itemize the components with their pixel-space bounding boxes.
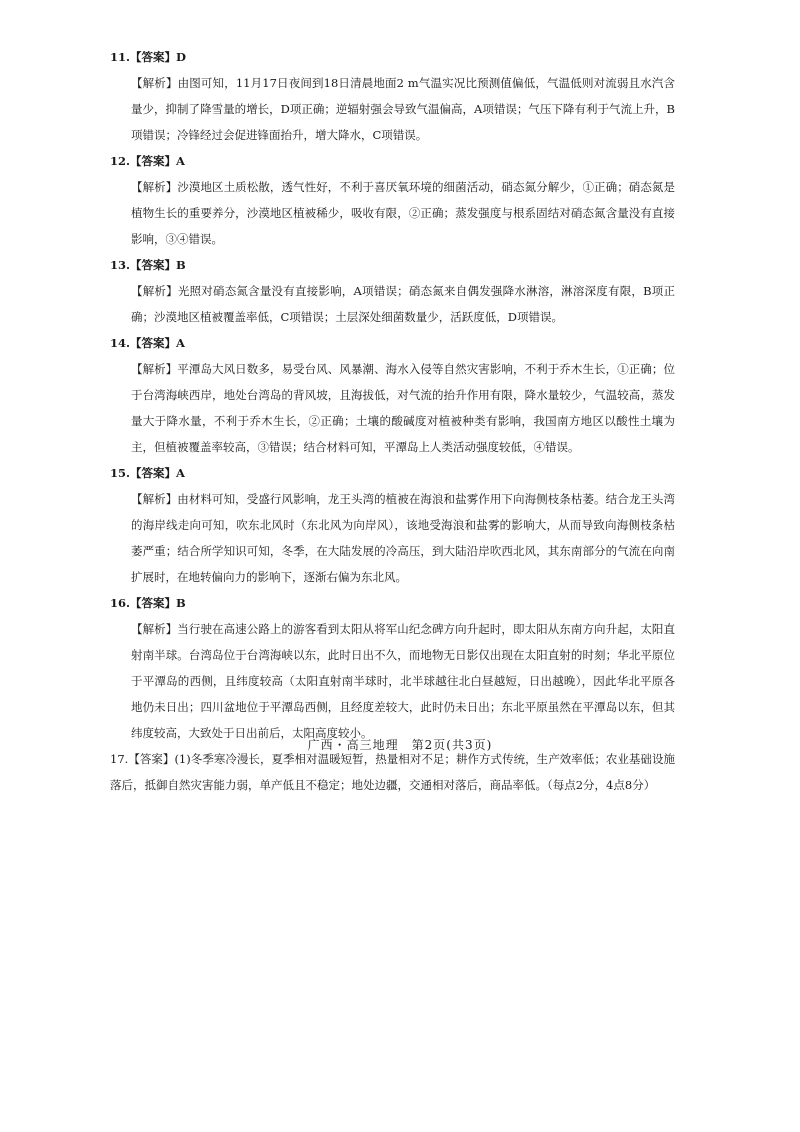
explanation-13: 【解析】光照对硝态氮含量没有直接影响，A项错误；硝态氮来自偶发强降水淋溶，淋溶深度有限，B项正确；沙漠地区植被覆盖率低，C项错误；土层深处细菌数量少，活跃度低，D项错误。 xyxy=(131,284,675,324)
explanation-15: 【解析】由材料可知，受盛行风影响，龙王头湾的植被在海浪和盐雾作用下向海侧枝条枯萎。结合龙王头湾的海岸线走向可知，吹东北风时（东北风为向岸风），该地受海浪和盐雾的影响大，从而导致向海侧枝条枯萎严重；结合所学知识可知，冬季，在大陆发展的冷高压，到大陆沿岸吹西北风，其东南部分的气流在向南扩展时，在地转偏向力的影响下，逐渐右偏为东北风。 xyxy=(131,492,675,584)
answer-15: 15.【答案】A xyxy=(110,466,185,480)
answer-12: 12.【答案】A xyxy=(110,154,185,168)
answer-13: 13.【答案】B xyxy=(110,258,186,272)
answer-content xyxy=(110,44,675,798)
page-footer: 广西・高三地理 第2页(共3页) xyxy=(307,738,493,752)
answer-14: 14.【答案】A xyxy=(110,336,185,350)
explanation-11: 【解析】由图可知，11月17日夜间到18日清晨地面2 m气温实况比预测值偏低，气温低则对流弱且水汽含量少，抑制了降雪量的增长，D项正确；逆辐射强会导致气温偏高，A项错误；气压下降有利于气流上升，B项错误；冷锋经过会促进锋面抬升，增大降水，C项错误。 xyxy=(131,76,675,142)
answer-16: 16.【答案】B xyxy=(110,596,186,610)
explanation-12: 【解析】沙漠地区土质松散，透气性好，不利于喜厌氧环境的细菌活动，硝态氮分解少，①正确；硝态氮是植物生长的重要养分，沙漠地区植被稀少，吸收有限，②正确；蒸发强度与根系固结对硝态氮含量没有直接影响，③④错误。 xyxy=(131,180,675,246)
answer-17: 17.【答案】(1)冬季寒冷漫长，夏季相对温暖短暂，热量相对不足；耕作方式传统，生产效率低；农业基础设施落后，抵御自然灾害能力弱，单产低且不稳定；地处边疆，交通相对落后，商品率低。（每点2分，4点8分） xyxy=(110,752,675,792)
explanation-16: 【解析】当行驶在高速公路上的游客看到太阳从将军山纪念碑方向升起时，即太阳从东南方向升起，太阳直射南半球。台湾岛位于台湾海峡以东，此时日出不久，而地物无日影仅出现在太阳直射的时刻；华北平原位于平潭岛的西侧，且纬度较高（太阳直射南半球时，北半球越往北白昼越短，日出越晚），因此华北平原各地仍未日出；四川盆地位于平潭岛西侧，且经度差较大，此时仍未日出；东北平原虽然在平潭岛以东，但其纬度较高，大致处于日出前后，太阳高度较小。 xyxy=(131,622,675,740)
answer-11: 11.【答案】D xyxy=(110,50,186,64)
explanation-14: 【解析】平潭岛大风日数多，易受台风、风暴潮、海水入侵等自然灾害影响，不利于乔木生长，①正确；位于台湾海峡西岸，地处台湾岛的背风坡，且海拔低，对气流的抬升作用有限，降水量较少，气温较高，蒸发量大于降水量，不利于乔木生长，②正确；土壤的酸碱度对植被种类有影响，我国南方地区以酸性土壤为主，但植被覆盖率较高，③错误；结合材料可知，平潭岛上人类活动强度较低，④错误。 xyxy=(131,362,675,454)
